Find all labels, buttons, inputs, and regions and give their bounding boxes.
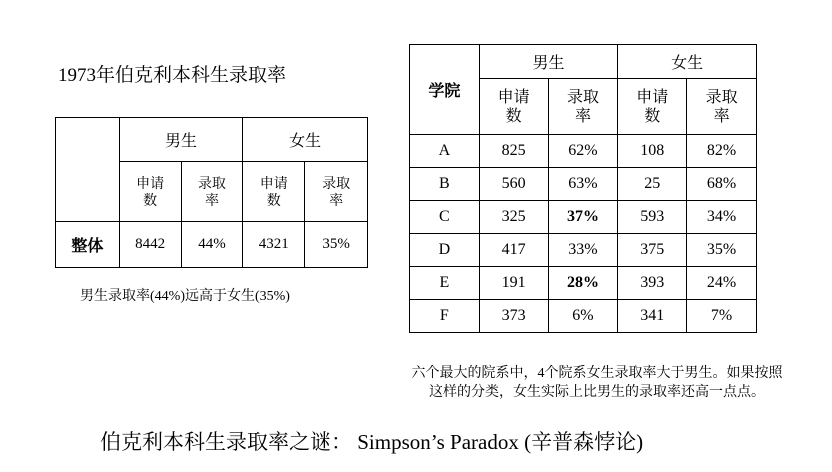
cell-male-rate: 6% [548,300,618,333]
header-female: 女生 [243,118,368,162]
table-row [410,201,757,234]
cell-male-rate: 28% [548,267,618,300]
cell-female-rate: 35% [305,222,368,268]
cell-female-rate: 35% [687,234,757,267]
cell-female-rate: 68% [687,168,757,201]
left-note: 男生录取率(44%)远高于女生(35%) [80,289,290,304]
cell-female-rate: 24% [687,267,757,300]
cell-male-rate: 62% [548,135,618,168]
cell-female-rate: 34% [687,201,757,234]
header-male: 男生 [479,45,618,79]
header-female-rate: 录取 率 [305,162,368,222]
table-row [410,300,757,333]
cell-dept: E [410,267,480,300]
header-female-rate: 录取 率 [687,79,757,135]
cell-female-apply: 393 [618,267,687,300]
header-male-rate: 录取 率 [548,79,618,135]
slide-title: 伯克利本科生录取率之谜： Simpson’s Paradox (辛普森悖论) [100,430,644,454]
header-dept: 学院 [410,45,480,135]
cell-female-rate: 7% [687,300,757,333]
header-male-apply: 申请 数 [479,79,548,135]
corner-cell [56,118,120,222]
overall-admission-table [55,117,368,268]
right-note [382,364,812,402]
cell-dept: B [410,168,480,201]
cell-male-apply: 560 [479,168,548,201]
header-female-apply: 申请 数 [618,79,687,135]
right-note-line2: 这样的分类，女生实际上比男生的录取率还高一点点。 [429,385,765,400]
cell-male-rate: 33% [548,234,618,267]
header-male-rate: 录取 率 [181,162,243,222]
cell-female-apply: 4321 [243,222,305,268]
cell-female-apply: 108 [618,135,687,168]
cell-dept: D [410,234,480,267]
header-male-apply: 申请 数 [119,162,181,222]
header-male: 男生 [119,118,243,162]
table-row [410,168,757,201]
cell-male-apply: 191 [479,267,548,300]
left-title: 1973年伯克利本科生录取率 [58,65,287,86]
cell-female-apply: 341 [618,300,687,333]
cell-female-apply: 375 [618,234,687,267]
header-female-apply: 申请 数 [243,162,305,222]
cell-female-apply: 593 [618,201,687,234]
cell-male-apply: 825 [479,135,548,168]
table-row [410,234,757,267]
header-female: 女生 [618,45,757,79]
cell-male-apply: 373 [479,300,548,333]
cell-dept: A [410,135,480,168]
cell-male-apply: 417 [479,234,548,267]
table-row [410,267,757,300]
cell-dept: C [410,201,480,234]
department-admission-table [409,44,757,333]
cell-female-rate: 82% [687,135,757,168]
table-row [56,222,368,268]
cell-male-apply: 8442 [119,222,181,268]
cell-male-rate: 44% [181,222,243,268]
right-note-line1: 六个最大的院系中，4个院系女生录取率大于男生。如果按照 [411,366,783,381]
cell-male-rate: 37% [548,201,618,234]
cell-female-apply: 25 [618,168,687,201]
cell-male-apply: 325 [479,201,548,234]
table-row [410,135,757,168]
cell-dept: F [410,300,480,333]
cell-male-rate: 63% [548,168,618,201]
row-label: 整体 [56,222,120,268]
